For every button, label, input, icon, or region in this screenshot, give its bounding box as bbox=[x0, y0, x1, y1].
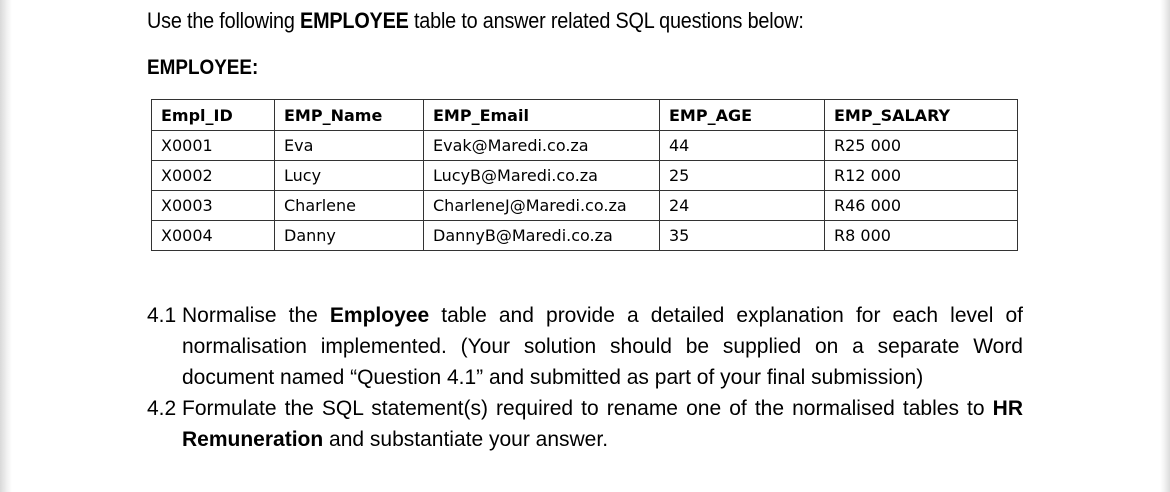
questions-list bbox=[147, 300, 1023, 455]
cell-empl-id: X0004 bbox=[152, 221, 275, 251]
cell-emp-age: 35 bbox=[660, 221, 825, 251]
header-emp-email: EMP_Email bbox=[424, 100, 660, 131]
question-number: 4.1 bbox=[147, 304, 177, 327]
table-row bbox=[152, 161, 1018, 191]
cell-emp-salary: R46 000 bbox=[825, 191, 1018, 221]
cell-empl-id: X0001 bbox=[152, 131, 275, 161]
question-number: 4.2 bbox=[147, 397, 177, 420]
question-4-1 bbox=[147, 300, 1023, 393]
page-left-shadow bbox=[0, 0, 12, 492]
cell-emp-salary: R8 000 bbox=[825, 221, 1018, 251]
header-emp-name: EMP_Name bbox=[275, 100, 424, 131]
page-right-shadow bbox=[1160, 0, 1170, 492]
cell-emp-name: Lucy bbox=[275, 161, 424, 191]
cell-emp-name: Charlene bbox=[275, 191, 424, 221]
question-text: Normalise the Employee table and provide a detailed explanation for each level of normalisation implemented. (Your solution should be supplied on a separate Word document named “Question 4.1” and submitted as part of your final submission) bbox=[182, 304, 1023, 389]
cell-emp-email: Evak@Maredi.co.za bbox=[424, 131, 660, 161]
intro-text: Use the following EMPLOYEE table to answer related SQL questions below: bbox=[147, 8, 804, 33]
cell-empl-id: X0003 bbox=[152, 191, 275, 221]
cell-emp-email: CharleneJ@Maredi.co.za bbox=[424, 191, 660, 221]
cell-emp-age: 25 bbox=[660, 161, 825, 191]
cell-emp-email: DannyB@Maredi.co.za bbox=[424, 221, 660, 251]
cell-emp-age: 44 bbox=[660, 131, 825, 161]
table-row bbox=[152, 131, 1018, 161]
cell-emp-email: LucyB@Maredi.co.za bbox=[424, 161, 660, 191]
cell-emp-name: Danny bbox=[275, 221, 424, 251]
question-4-2 bbox=[147, 393, 1023, 455]
header-empl-id: Empl_ID bbox=[152, 100, 275, 131]
header-emp-age: EMP_AGE bbox=[660, 100, 825, 131]
cell-emp-salary: R12 000 bbox=[825, 161, 1018, 191]
cell-emp-age: 24 bbox=[660, 191, 825, 221]
employee-table bbox=[151, 99, 1018, 251]
header-emp-salary: EMP_SALARY bbox=[825, 100, 1018, 131]
cell-emp-name: Eva bbox=[275, 131, 424, 161]
table-row bbox=[152, 221, 1018, 251]
cell-empl-id: X0002 bbox=[152, 161, 275, 191]
table-row bbox=[152, 191, 1018, 221]
table-header-row bbox=[152, 100, 1018, 131]
question-text: Formulate the SQL statement(s) required to rename one of the normalised tables to HR Remuneration and substantiate your answer. bbox=[182, 397, 1023, 451]
cell-emp-salary: R25 000 bbox=[825, 131, 1018, 161]
table-title: EMPLOYEE: bbox=[147, 56, 259, 79]
